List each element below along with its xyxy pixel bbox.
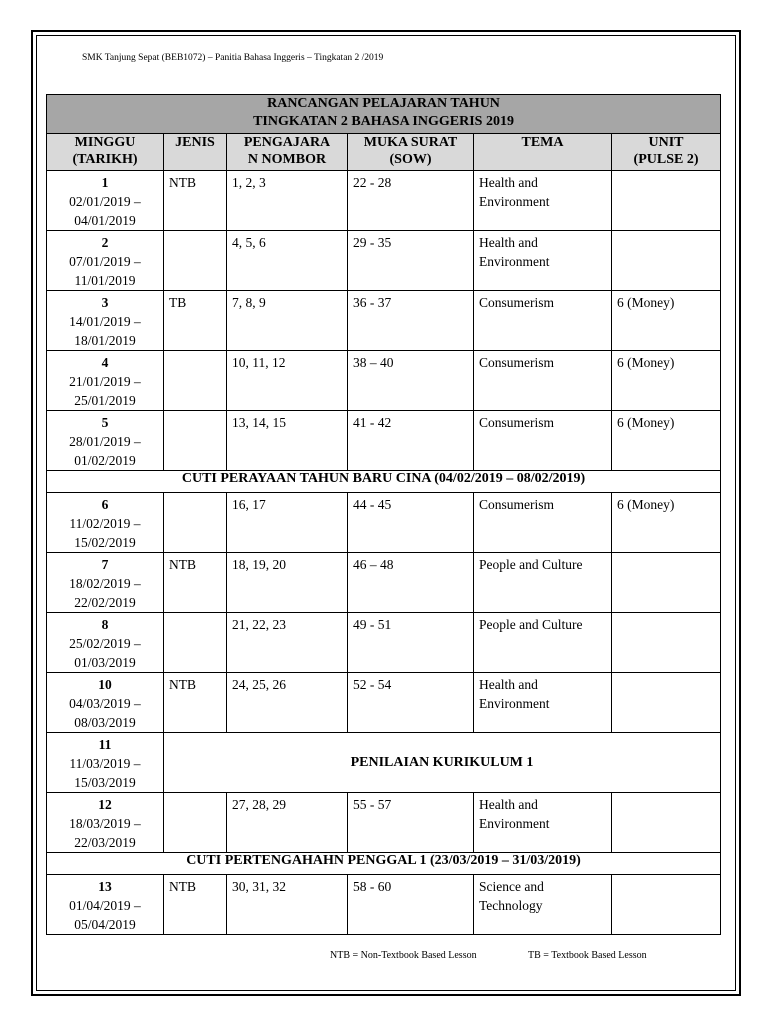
theme-cell: Health and Environment [474, 793, 612, 853]
break-row [47, 471, 721, 493]
jenis-cell: NTB [164, 553, 227, 613]
table-title-line-1: RANCANGAN PELAJARAN TAHUN [267, 96, 500, 111]
week-cell [47, 411, 164, 471]
unit-cell [612, 231, 721, 291]
page-range-cell: 49 - 51 [348, 613, 474, 673]
lesson-numbers-cell: 7, 8, 9 [227, 291, 348, 351]
week-date-start: 07/01/2019 – [69, 254, 141, 269]
table-row [47, 493, 721, 553]
column-header-minggu [47, 134, 164, 171]
unit-cell: 6 (Money) [612, 493, 721, 553]
page-range-cell: 58 - 60 [348, 875, 474, 935]
week-date-start: 11/02/2019 – [69, 516, 141, 531]
page-range-cell: 41 - 42 [348, 411, 474, 471]
jenis-cell [164, 493, 227, 553]
week-cell [47, 553, 164, 613]
week-date-start: 18/03/2019 – [69, 816, 141, 831]
week-date-end: 22/02/2019 [74, 595, 136, 610]
lesson-numbers-cell: 13, 14, 15 [227, 411, 348, 471]
week-cell [47, 351, 164, 411]
lesson-numbers-cell: 10, 11, 12 [227, 351, 348, 411]
week-number: 5 [101, 415, 109, 430]
week-date-start: 18/02/2019 – [69, 576, 141, 591]
lesson-numbers-cell: 24, 25, 26 [227, 673, 348, 733]
week-number: 13 [98, 879, 112, 894]
unit-cell: 6 (Money) [612, 351, 721, 411]
table-row [47, 673, 721, 733]
week-number: 3 [101, 295, 109, 310]
week-date-end: 15/02/2019 [74, 535, 136, 550]
column-header-tema: TEMA [474, 134, 612, 171]
week-date-end: 04/01/2019 [74, 213, 136, 228]
theme-cell: Science and Technology [474, 875, 612, 935]
table-title-row [47, 95, 721, 134]
table-row [47, 411, 721, 471]
jenis-cell [164, 231, 227, 291]
page-range-cell: 52 - 54 [348, 673, 474, 733]
lesson-numbers-cell: 16, 17 [227, 493, 348, 553]
week-number: 11 [98, 737, 112, 752]
week-date-end: 22/03/2019 [74, 835, 136, 850]
week-number: 4 [101, 355, 109, 370]
lesson-numbers-cell: 27, 28, 29 [227, 793, 348, 853]
column-header-minggu-line-1: MINGGU [74, 135, 136, 150]
table-row [47, 171, 721, 231]
week-number: 12 [98, 797, 112, 812]
theme-cell: Consumerism [474, 411, 612, 471]
lesson-numbers-cell: 30, 31, 32 [227, 875, 348, 935]
unit-cell: 6 (Money) [612, 411, 721, 471]
jenis-cell: NTB [164, 673, 227, 733]
unit-cell [612, 553, 721, 613]
page-range-cell: 22 - 28 [348, 171, 474, 231]
unit-cell [612, 875, 721, 935]
week-date-start: 04/03/2019 – [69, 696, 141, 711]
column-header-unit-line-1: UNIT [648, 135, 684, 150]
break-label: CUTI PERAYAAN TAHUN BARU CINA (04/02/2019 – 08/02/2019) [47, 471, 721, 493]
week-date-start: 21/01/2019 – [69, 374, 141, 389]
week-date-end: 11/01/2019 [74, 273, 136, 288]
table-row [47, 351, 721, 411]
table-row [47, 733, 721, 793]
week-cell [47, 875, 164, 935]
week-date-end: 25/01/2019 [74, 393, 136, 408]
column-header-row [47, 134, 721, 171]
theme-cell: People and Culture [474, 613, 612, 673]
theme-cell: Consumerism [474, 351, 612, 411]
jenis-cell [164, 613, 227, 673]
column-header-muka-line-1: MUKA SURAT [363, 135, 458, 150]
unit-cell [612, 673, 721, 733]
week-cell [47, 793, 164, 853]
unit-cell [612, 613, 721, 673]
unit-cell: 6 (Money) [612, 291, 721, 351]
legend-ntb: NTB = Non-Textbook Based Lesson [330, 950, 477, 961]
unit-cell [612, 793, 721, 853]
jenis-cell: NTB [164, 171, 227, 231]
week-date-end: 01/02/2019 [74, 453, 136, 468]
week-cell [47, 231, 164, 291]
theme-cell: Health and Environment [474, 673, 612, 733]
week-number: 7 [101, 557, 109, 572]
table-row [47, 793, 721, 853]
jenis-cell [164, 411, 227, 471]
week-date-start: 11/03/2019 – [69, 756, 141, 771]
break-label: CUTI PERTENGAHAHN PENGGAL 1 (23/03/2019 – 31/03/2019) [47, 853, 721, 875]
column-header-minggu-line-2: (TARIKH) [72, 152, 138, 167]
table-row [47, 613, 721, 673]
lesson-numbers-cell: 21, 22, 23 [227, 613, 348, 673]
week-date-end: 05/04/2019 [74, 917, 136, 932]
page-range-cell: 44 - 45 [348, 493, 474, 553]
page-range-cell: 55 - 57 [348, 793, 474, 853]
week-date-start: 14/01/2019 – [69, 314, 141, 329]
week-date-start: 28/01/2019 – [69, 434, 141, 449]
jenis-cell [164, 351, 227, 411]
theme-cell: Health and Environment [474, 231, 612, 291]
column-header-pengajaran-line-2: N NOMBOR [247, 152, 327, 167]
table-row [47, 875, 721, 935]
week-number: 1 [101, 175, 109, 190]
table-row [47, 231, 721, 291]
legend-tb: TB = Textbook Based Lesson [528, 950, 647, 961]
page-range-cell: 29 - 35 [348, 231, 474, 291]
theme-cell: Health and Environment [474, 171, 612, 231]
page-range-cell: 36 - 37 [348, 291, 474, 351]
week-cell [47, 291, 164, 351]
column-header-unit [612, 134, 721, 171]
lesson-numbers-cell: 1, 2, 3 [227, 171, 348, 231]
lesson-numbers-cell: 18, 19, 20 [227, 553, 348, 613]
table-row [47, 553, 721, 613]
column-header-muka-surat [348, 134, 474, 171]
week-cell [47, 613, 164, 673]
week-cell [47, 493, 164, 553]
week-date-end: 08/03/2019 [74, 715, 136, 730]
week-date-start: 01/04/2019 – [69, 898, 141, 913]
column-header-unit-line-2: (PULSE 2) [633, 152, 699, 167]
week-number: 8 [101, 617, 109, 632]
table-title-line-2: TINGKATAN 2 BAHASA INGGERIS 2019 [253, 114, 514, 129]
week-date-end: 01/03/2019 [74, 655, 136, 670]
assessment-label: PENILAIAN KURIKULUM 1 [164, 733, 721, 793]
page-range-cell: 46 – 48 [348, 553, 474, 613]
week-date-end: 15/03/2019 [74, 775, 136, 790]
week-number: 6 [101, 497, 109, 512]
jenis-cell: NTB [164, 875, 227, 935]
jenis-cell [164, 793, 227, 853]
week-date-end: 18/01/2019 [74, 333, 136, 348]
table-title [47, 95, 721, 134]
theme-cell: Consumerism [474, 291, 612, 351]
column-header-jenis: JENIS [164, 134, 227, 171]
jenis-cell: TB [164, 291, 227, 351]
table-row [47, 291, 721, 351]
lesson-numbers-cell: 4, 5, 6 [227, 231, 348, 291]
column-header-pengajaran-line-1: PENGAJARA [243, 135, 331, 150]
lesson-plan-table [46, 94, 721, 935]
column-header-muka-line-2: (SOW) [389, 152, 432, 167]
week-date-start: 25/02/2019 – [69, 636, 141, 651]
column-header-pengajaran [227, 134, 348, 171]
week-cell [47, 733, 164, 793]
page-range-cell: 38 – 40 [348, 351, 474, 411]
week-cell [47, 171, 164, 231]
break-row [47, 853, 721, 875]
week-number: 10 [98, 677, 112, 692]
week-date-start: 02/01/2019 – [69, 194, 141, 209]
week-cell [47, 673, 164, 733]
week-number: 2 [101, 235, 109, 250]
document-header: SMK Tanjung Sepat (BEB1072) – Panitia Bahasa Inggeris – Tingkatan 2 /2019 [82, 53, 384, 63]
unit-cell [612, 171, 721, 231]
theme-cell: People and Culture [474, 553, 612, 613]
theme-cell: Consumerism [474, 493, 612, 553]
